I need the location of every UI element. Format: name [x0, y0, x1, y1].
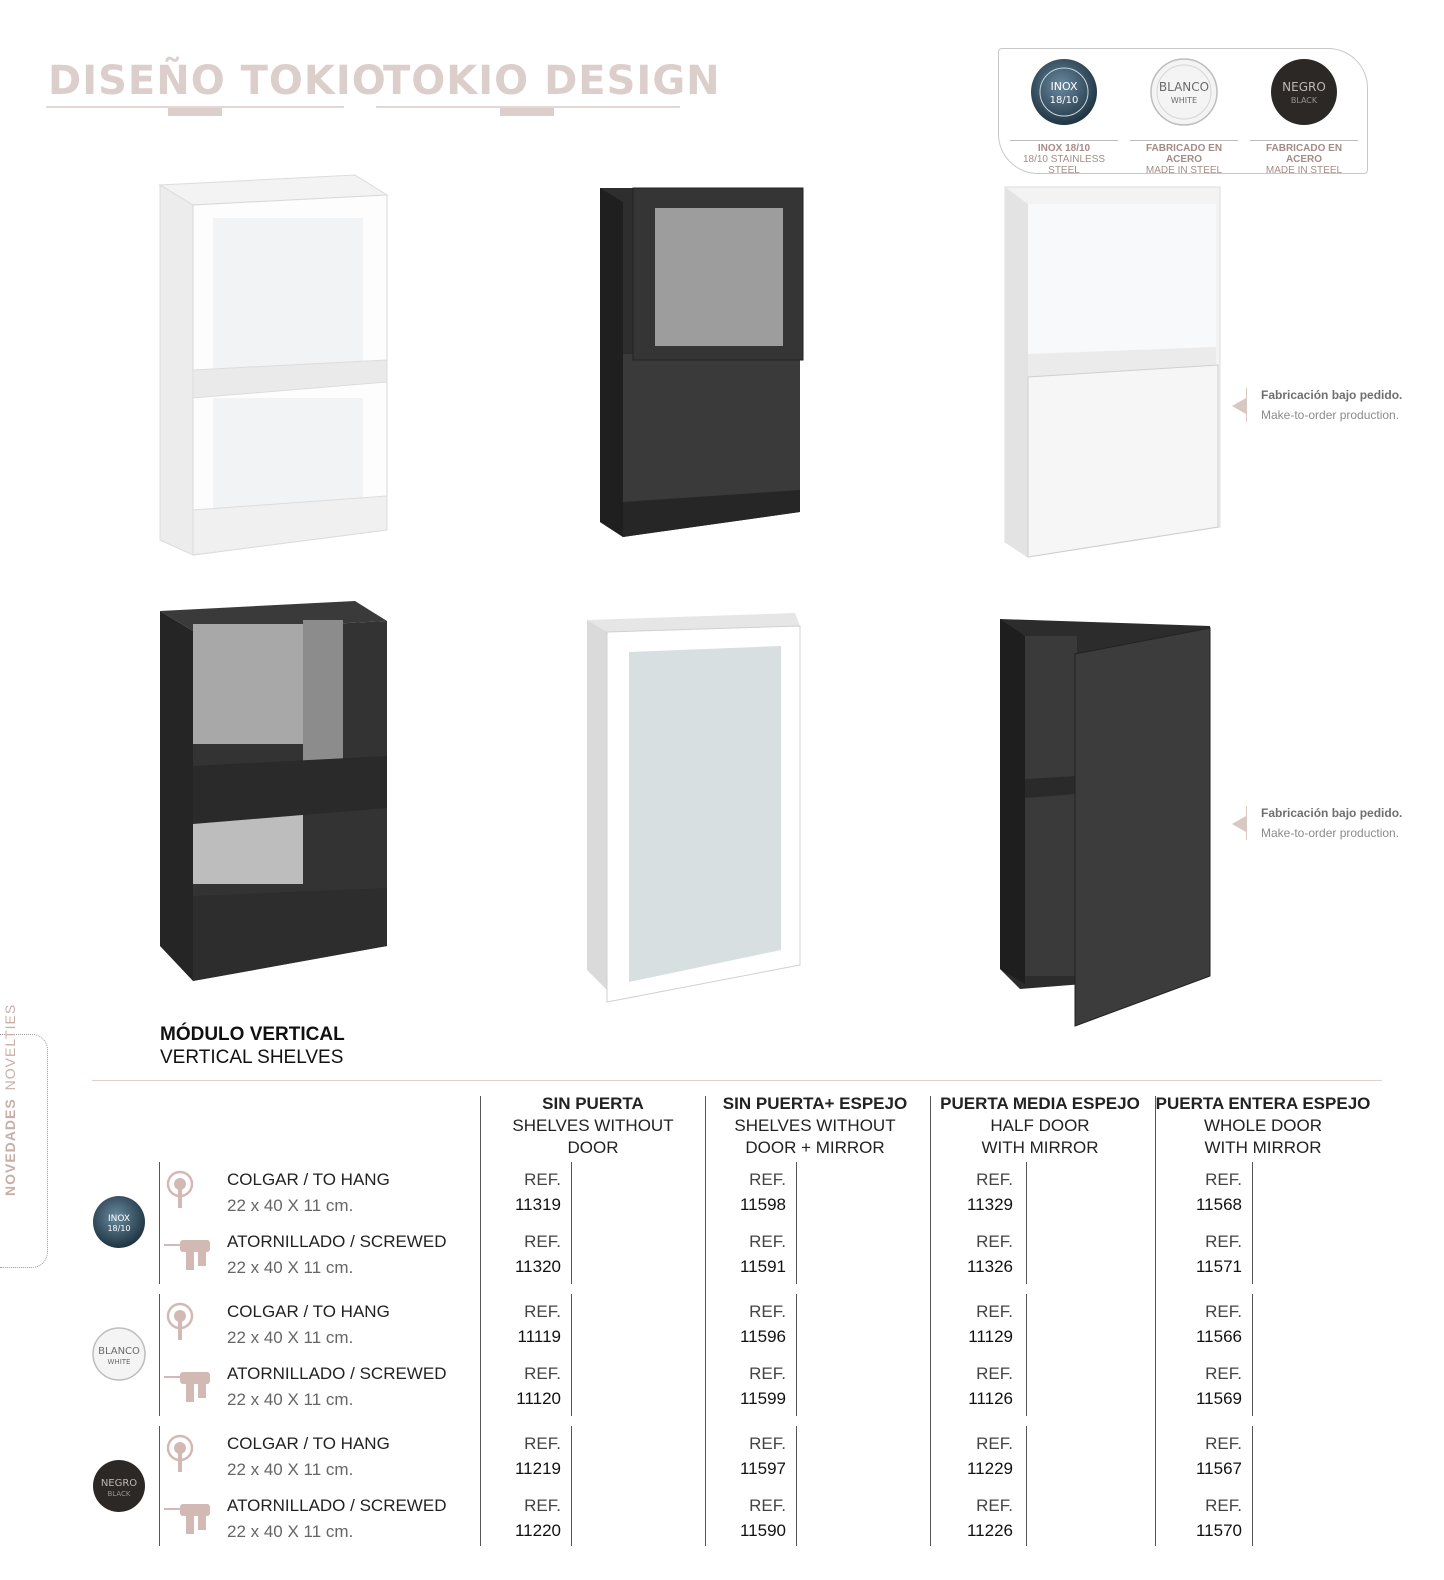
ref-cell — [953, 1496, 1013, 1541]
page-title-es: DISEÑO TOKIO — [48, 58, 387, 104]
ref-cell — [953, 1170, 1013, 1215]
svg-text:BLANCO: BLANCO — [98, 1346, 140, 1357]
product-white-open-shelves — [155, 170, 395, 560]
ref-divider — [1026, 1294, 1027, 1416]
drill-icon — [164, 1500, 214, 1536]
hook-icon — [166, 1302, 196, 1342]
legend-label: FABRICADO EN ACERO — [1265, 143, 1343, 165]
ref-number: 11226 — [966, 1521, 1013, 1540]
svg-text:18/10: 18/10 — [1049, 95, 1079, 106]
ref-label: REF. — [749, 1170, 786, 1189]
row-label-screw: ATORNILLADO / SCREWED 22 x 40 X 11 cm. — [227, 1232, 447, 1277]
ref-cell — [1182, 1364, 1242, 1409]
ref-label: REF. — [749, 1232, 786, 1251]
ref-cell — [501, 1170, 561, 1215]
group-divider — [159, 1294, 160, 1416]
ref-number: 11326 — [966, 1257, 1013, 1276]
ref-label: REF. — [1205, 1232, 1242, 1251]
column-divider — [705, 1096, 706, 1546]
ref-divider — [571, 1294, 572, 1416]
ref-label: REF. — [524, 1170, 561, 1189]
column-header-no-door: SIN PUERTA SHELVES WITHOUT DOOR — [512, 1094, 674, 1157]
svg-text:WHITE: WHITE — [1170, 96, 1198, 105]
ref-cell — [1182, 1170, 1242, 1215]
page-title-en: TOKIO DESIGN — [383, 58, 721, 104]
ref-number: 11596 — [739, 1327, 786, 1346]
ref-number: 11220 — [514, 1521, 561, 1540]
ref-label: REF. — [524, 1496, 561, 1515]
note-text-es: Fabricación bajo pedido. — [1261, 388, 1403, 402]
ref-divider — [1252, 1294, 1253, 1416]
note-text-en: Make-to-order production. — [1261, 408, 1400, 422]
legend-label: INOX 18/10 — [1037, 143, 1091, 154]
ref-label: REF. — [749, 1496, 786, 1515]
legend-blanco — [1129, 57, 1239, 176]
ref-number: 11119 — [517, 1327, 561, 1346]
product-white-half-door — [1000, 182, 1226, 562]
ref-cell — [501, 1302, 561, 1347]
note-arrow-icon — [1232, 816, 1246, 832]
ref-label: REF. — [976, 1302, 1013, 1321]
ref-divider — [796, 1294, 797, 1416]
ref-label: REF. — [976, 1232, 1013, 1251]
ref-label: REF. — [1205, 1170, 1242, 1189]
ref-divider — [796, 1162, 797, 1284]
ref-cell — [953, 1434, 1013, 1479]
product-white-whole-mirror — [585, 610, 805, 1006]
ref-number: 11568 — [1195, 1195, 1242, 1214]
ref-label: REF. — [1205, 1496, 1242, 1515]
inox-finish-icon — [91, 1194, 147, 1250]
svg-text:BLACK: BLACK — [1290, 96, 1318, 105]
ref-label: REF. — [524, 1232, 561, 1251]
ref-label: REF. — [1205, 1364, 1242, 1383]
svg-text:WHITE: WHITE — [107, 1358, 131, 1366]
legend-inox — [1009, 57, 1119, 176]
section-title: MÓDULO VERTICAL — [160, 1024, 345, 1045]
note-text-es: Fabricación bajo pedido. — [1261, 806, 1403, 820]
title-tab — [168, 108, 222, 116]
hook-icon — [166, 1170, 196, 1210]
column-divider — [930, 1096, 931, 1546]
ref-cell — [726, 1302, 786, 1347]
ref-cell — [726, 1434, 786, 1479]
drill-icon — [164, 1236, 214, 1272]
legend-negro — [1249, 57, 1359, 176]
ref-label: REF. — [1205, 1302, 1242, 1321]
title-tab — [500, 108, 554, 116]
legend-sublabel: MADE IN STEEL — [1145, 165, 1223, 176]
ref-label: REF. — [749, 1364, 786, 1383]
ref-number: 11320 — [514, 1257, 561, 1276]
ref-number: 11219 — [514, 1459, 561, 1478]
ref-label: REF. — [749, 1434, 786, 1453]
svg-text:18/10: 18/10 — [107, 1224, 131, 1233]
ref-label: REF. — [1205, 1434, 1242, 1453]
ref-cell — [1182, 1496, 1242, 1541]
ref-number: 11129 — [968, 1327, 1013, 1346]
ref-cell — [726, 1170, 786, 1215]
ref-number: 11598 — [739, 1195, 786, 1214]
ref-divider — [1252, 1162, 1253, 1284]
section-divider — [92, 1080, 1382, 1081]
note-arrow-icon — [1232, 398, 1246, 414]
svg-text:BLANCO: BLANCO — [1158, 80, 1210, 94]
blanco-badge-icon — [1149, 57, 1219, 127]
product-black-open-shelves — [155, 596, 395, 986]
legend-label: FABRICADO EN ACERO — [1145, 143, 1223, 165]
ref-divider — [1252, 1426, 1253, 1546]
ref-number: 11567 — [1195, 1459, 1242, 1478]
ref-cell — [953, 1302, 1013, 1347]
side-tab-es: NOVEDADES — [2, 1098, 18, 1196]
ref-cell — [501, 1434, 561, 1479]
ref-divider — [1026, 1426, 1027, 1546]
ref-number: 11126 — [968, 1389, 1013, 1408]
ref-cell — [726, 1232, 786, 1277]
ref-cell — [953, 1364, 1013, 1409]
ref-number: 11120 — [516, 1389, 561, 1408]
make-to-order-note — [1246, 388, 1436, 422]
side-tab-en: NOVELTIES — [2, 1003, 18, 1091]
svg-text:BLACK: BLACK — [107, 1490, 131, 1498]
column-header-half-door: PUERTA MEDIA ESPEJO HALF DOOR WITH MIRROR — [940, 1094, 1140, 1157]
row-label-screw: ATORNILLADO / SCREWED 22 x 40 X 11 cm. — [227, 1496, 447, 1541]
ref-number: 11591 — [739, 1257, 786, 1276]
ref-cell — [501, 1232, 561, 1277]
ref-divider — [571, 1162, 572, 1284]
negro-badge-icon — [1269, 57, 1339, 127]
ref-cell — [501, 1364, 561, 1409]
ref-cell — [726, 1496, 786, 1541]
column-header-no-door-mirror: SIN PUERTA+ ESPEJO SHELVES WITHOUT DOOR + MIRROR — [722, 1094, 908, 1157]
ref-label: REF. — [749, 1302, 786, 1321]
row-label-screw: ATORNILLADO / SCREWED 22 x 40 X 11 cm. — [227, 1364, 447, 1409]
ref-number: 11571 — [1195, 1257, 1242, 1276]
product-black-whole-door — [995, 614, 1217, 1032]
column-divider — [1155, 1096, 1156, 1546]
column-header-whole-door: PUERTA ENTERA ESPEJO WHOLE DOOR WITH MIRROR — [1155, 1094, 1371, 1157]
finish-legend — [998, 48, 1368, 174]
svg-text:NEGRO: NEGRO — [1282, 80, 1326, 94]
svg-text:INOX: INOX — [107, 1214, 131, 1224]
ref-label: REF. — [524, 1302, 561, 1321]
ref-divider — [1026, 1162, 1027, 1284]
ref-divider — [796, 1426, 797, 1546]
ref-number: 11597 — [739, 1459, 786, 1478]
legend-sublabel: 18/10 STAINLESS STEEL — [1022, 154, 1106, 176]
group-divider — [159, 1426, 160, 1546]
drill-icon — [164, 1368, 214, 1404]
ref-number: 11566 — [1195, 1327, 1242, 1346]
ref-divider — [571, 1426, 572, 1546]
hook-icon — [166, 1434, 196, 1474]
ref-cell — [1182, 1434, 1242, 1479]
ref-cell — [1182, 1232, 1242, 1277]
blanco-finish-icon — [91, 1326, 147, 1382]
ref-label: REF. — [976, 1496, 1013, 1515]
svg-text:INOX: INOX — [1050, 80, 1078, 93]
ref-cell — [1182, 1302, 1242, 1347]
ref-cell — [953, 1232, 1013, 1277]
ref-number: 11599 — [739, 1389, 786, 1408]
group-divider — [159, 1162, 160, 1284]
ref-label: REF. — [976, 1364, 1013, 1383]
svg-text:NEGRO: NEGRO — [100, 1478, 138, 1489]
negro-finish-icon — [91, 1458, 147, 1514]
note-text-en: Make-to-order production. — [1261, 826, 1400, 840]
ref-number: 11570 — [1195, 1521, 1242, 1540]
ref-cell — [726, 1364, 786, 1409]
ref-number: 11329 — [966, 1195, 1013, 1214]
ref-number: 11569 — [1195, 1389, 1242, 1408]
ref-number: 11229 — [966, 1459, 1013, 1478]
side-tab-label — [2, 1004, 20, 1196]
ref-number: 11590 — [739, 1521, 786, 1540]
row-label-hang: COLGAR / TO HANG 22 x 40 X 11 cm. — [227, 1434, 390, 1479]
column-divider — [480, 1096, 481, 1546]
ref-label: REF. — [524, 1364, 561, 1383]
inox-badge-icon — [1029, 57, 1099, 127]
ref-label: REF. — [976, 1434, 1013, 1453]
ref-label: REF. — [976, 1170, 1013, 1189]
section-subtitle: VERTICAL SHELVES — [160, 1047, 344, 1068]
legend-sublabel: MADE IN STEEL — [1265, 165, 1343, 176]
product-black-half-mirror — [595, 182, 815, 544]
row-label-hang: COLGAR / TO HANG 22 x 40 X 11 cm. — [227, 1170, 390, 1215]
ref-cell — [501, 1496, 561, 1541]
ref-number: 11319 — [514, 1195, 561, 1214]
make-to-order-note — [1246, 806, 1436, 840]
row-label-hang: COLGAR / TO HANG 22 x 40 X 11 cm. — [227, 1302, 390, 1347]
ref-label: REF. — [524, 1434, 561, 1453]
